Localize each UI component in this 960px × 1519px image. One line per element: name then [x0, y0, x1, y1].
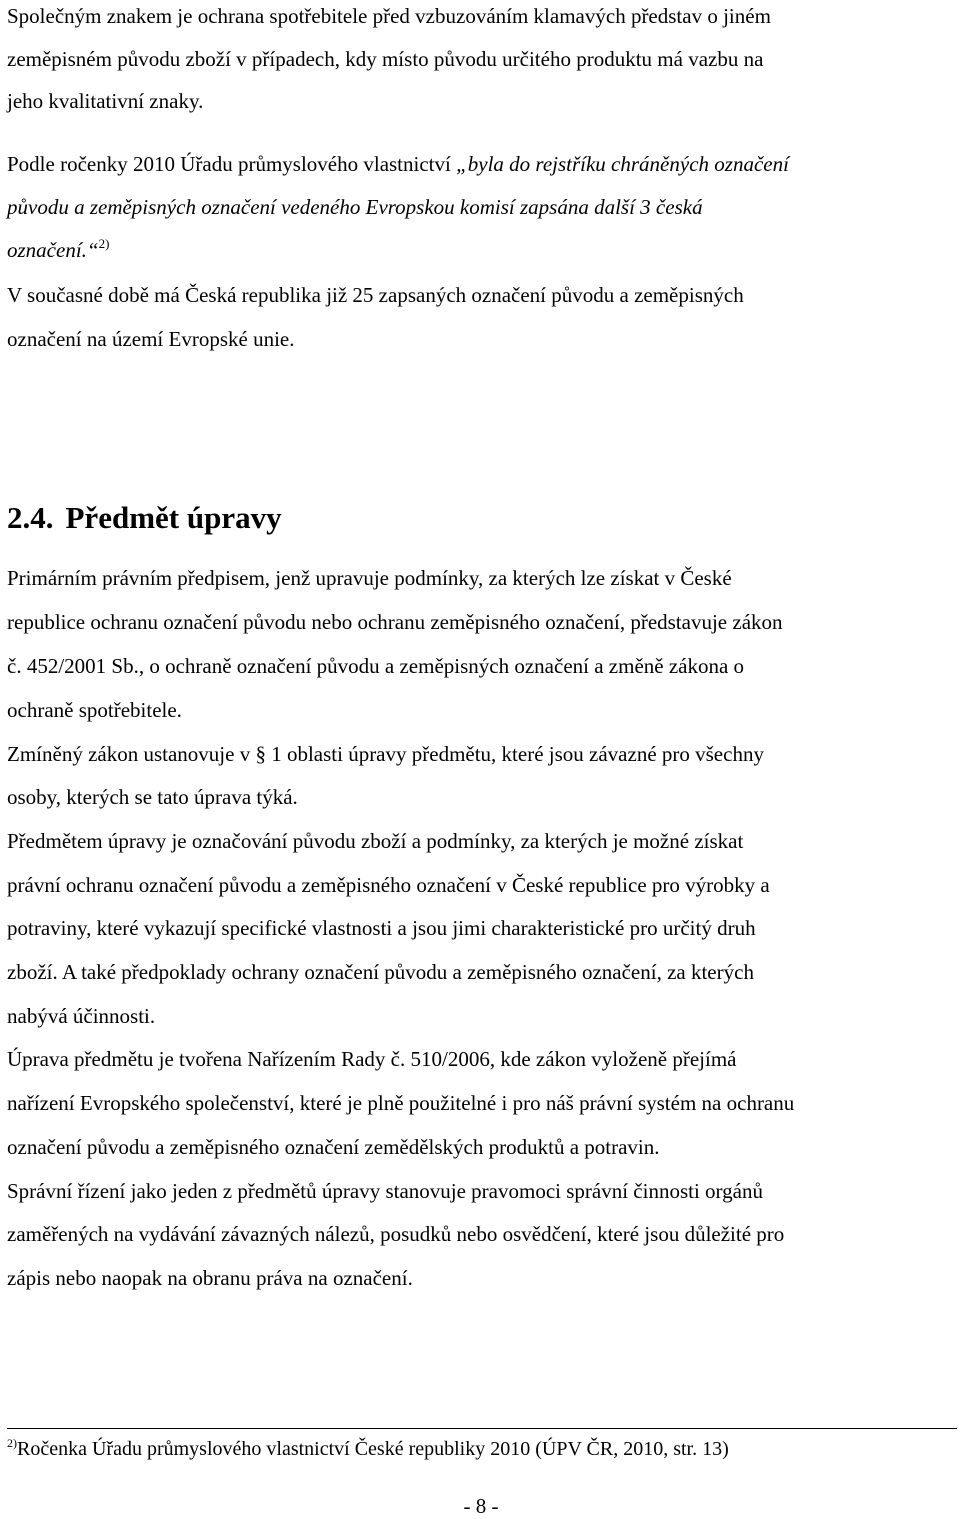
closing-quote-mark: “: [86, 238, 99, 262]
body-line: Předmětem úpravy je označování původu zboží a podmínky, za kterých je možné získat: [7, 829, 744, 853]
section-title: Předmět úpravy: [65, 500, 282, 535]
body-line: označení původu a zeměpisného označení zemědělských produktů a potravin.: [7, 1135, 660, 1159]
paragraph-2-plain-text: Podle ročenky 2010 Úřadu průmyslového vlastnictví: [7, 152, 457, 176]
section-heading: [7, 500, 282, 536]
body-line: Primárním právním předpisem, jenž upravuje podmínky, za kterých lze získat v České: [7, 566, 732, 590]
footnote-text: Ročenka Úřadu průmyslového vlastnictví České republiky 2010 (ÚPV ČR, 2010, str. 13): [17, 1438, 729, 1460]
body-line: nařízení Evropského společenství, které je plně použitelné i pro náš právní systém na ochranu: [7, 1091, 795, 1115]
body-line: právní ochranu označení původu a zeměpisného označení v České republice pro výrobky a: [7, 873, 770, 897]
footnote-separator: [7, 1428, 957, 1429]
body-line: č. 452/2001 Sb., o ochraně označení původu a zeměpisných označení a změně zákona o: [7, 654, 745, 678]
body-line: osoby, kterých se tato úprava týká.: [7, 785, 298, 809]
paragraph-2-quote-start: „byla do rejstříku chráněných označení: [456, 152, 789, 176]
footnote-marker: 2): [7, 1436, 17, 1450]
body-line: potraviny, které vykazují specifické vlastnosti a jsou jimi charakteristické pro určitý druh: [7, 916, 756, 940]
body-line: zápis nebo naopak na obranu práva na označení.: [7, 1266, 413, 1290]
footnote-reference[interactable]: 2): [98, 236, 110, 251]
paragraph-1-line-2: zeměpisném původu zboží v případech, kdy místo původu určitého produktu má vazbu na: [7, 47, 764, 71]
body-line: Zmíněný zákon ustanovuje v § 1 oblasti úpravy předmětu, které jsou závazné pro všechny: [7, 742, 764, 766]
page-number: - 8 -: [463, 1494, 499, 1518]
section-number: 2.4.: [7, 500, 54, 535]
paragraph-2-line-3: [7, 236, 109, 264]
paragraph-2-line-2: původu a zeměpisných označení vedeného Evropskou komisí zapsána další 3 česká: [7, 195, 703, 219]
body-line: Úprava předmětu je tvořena Nařízením Rady č. 510/2006, kde zákon vyloženě přejímá: [7, 1047, 737, 1071]
paragraph-2-line-1: [7, 150, 789, 178]
body-line: republice ochranu označení původu nebo ochranu zeměpisného označení, představuje zákon: [7, 610, 783, 634]
paragraph-3-line-2: označení na území Evropské unie.: [7, 327, 295, 351]
body-line: nabývá účinnosti.: [7, 1004, 156, 1028]
paragraph-2-quote-end: označení.: [7, 238, 87, 262]
footnote: [7, 1436, 729, 1462]
paragraph-1-line-3: jeho kvalitativní znaky.: [7, 89, 204, 113]
body-line: zaměřených na vydávání závazných nálezů, posudků nebo osvědčení, které jsou důležité pro: [7, 1222, 785, 1246]
paragraph-1-line-1: Společným znakem je ochrana spotřebitele před vzbuzováním klamavých představ o jiném: [7, 4, 771, 28]
body-line: zboží. A také předpoklady ochrany označení původu a zeměpisného označení, za kterých: [7, 960, 754, 984]
paragraph-3-line-1: V současné době má Česká republika již 25 zapsaných označení původu a zeměpisných: [7, 283, 744, 307]
body-line: ochraně spotřebitele.: [7, 698, 182, 722]
body-line: Správní řízení jako jeden z předmětů úpravy stanovuje pravomoci správní činnosti orgánů: [7, 1179, 763, 1203]
